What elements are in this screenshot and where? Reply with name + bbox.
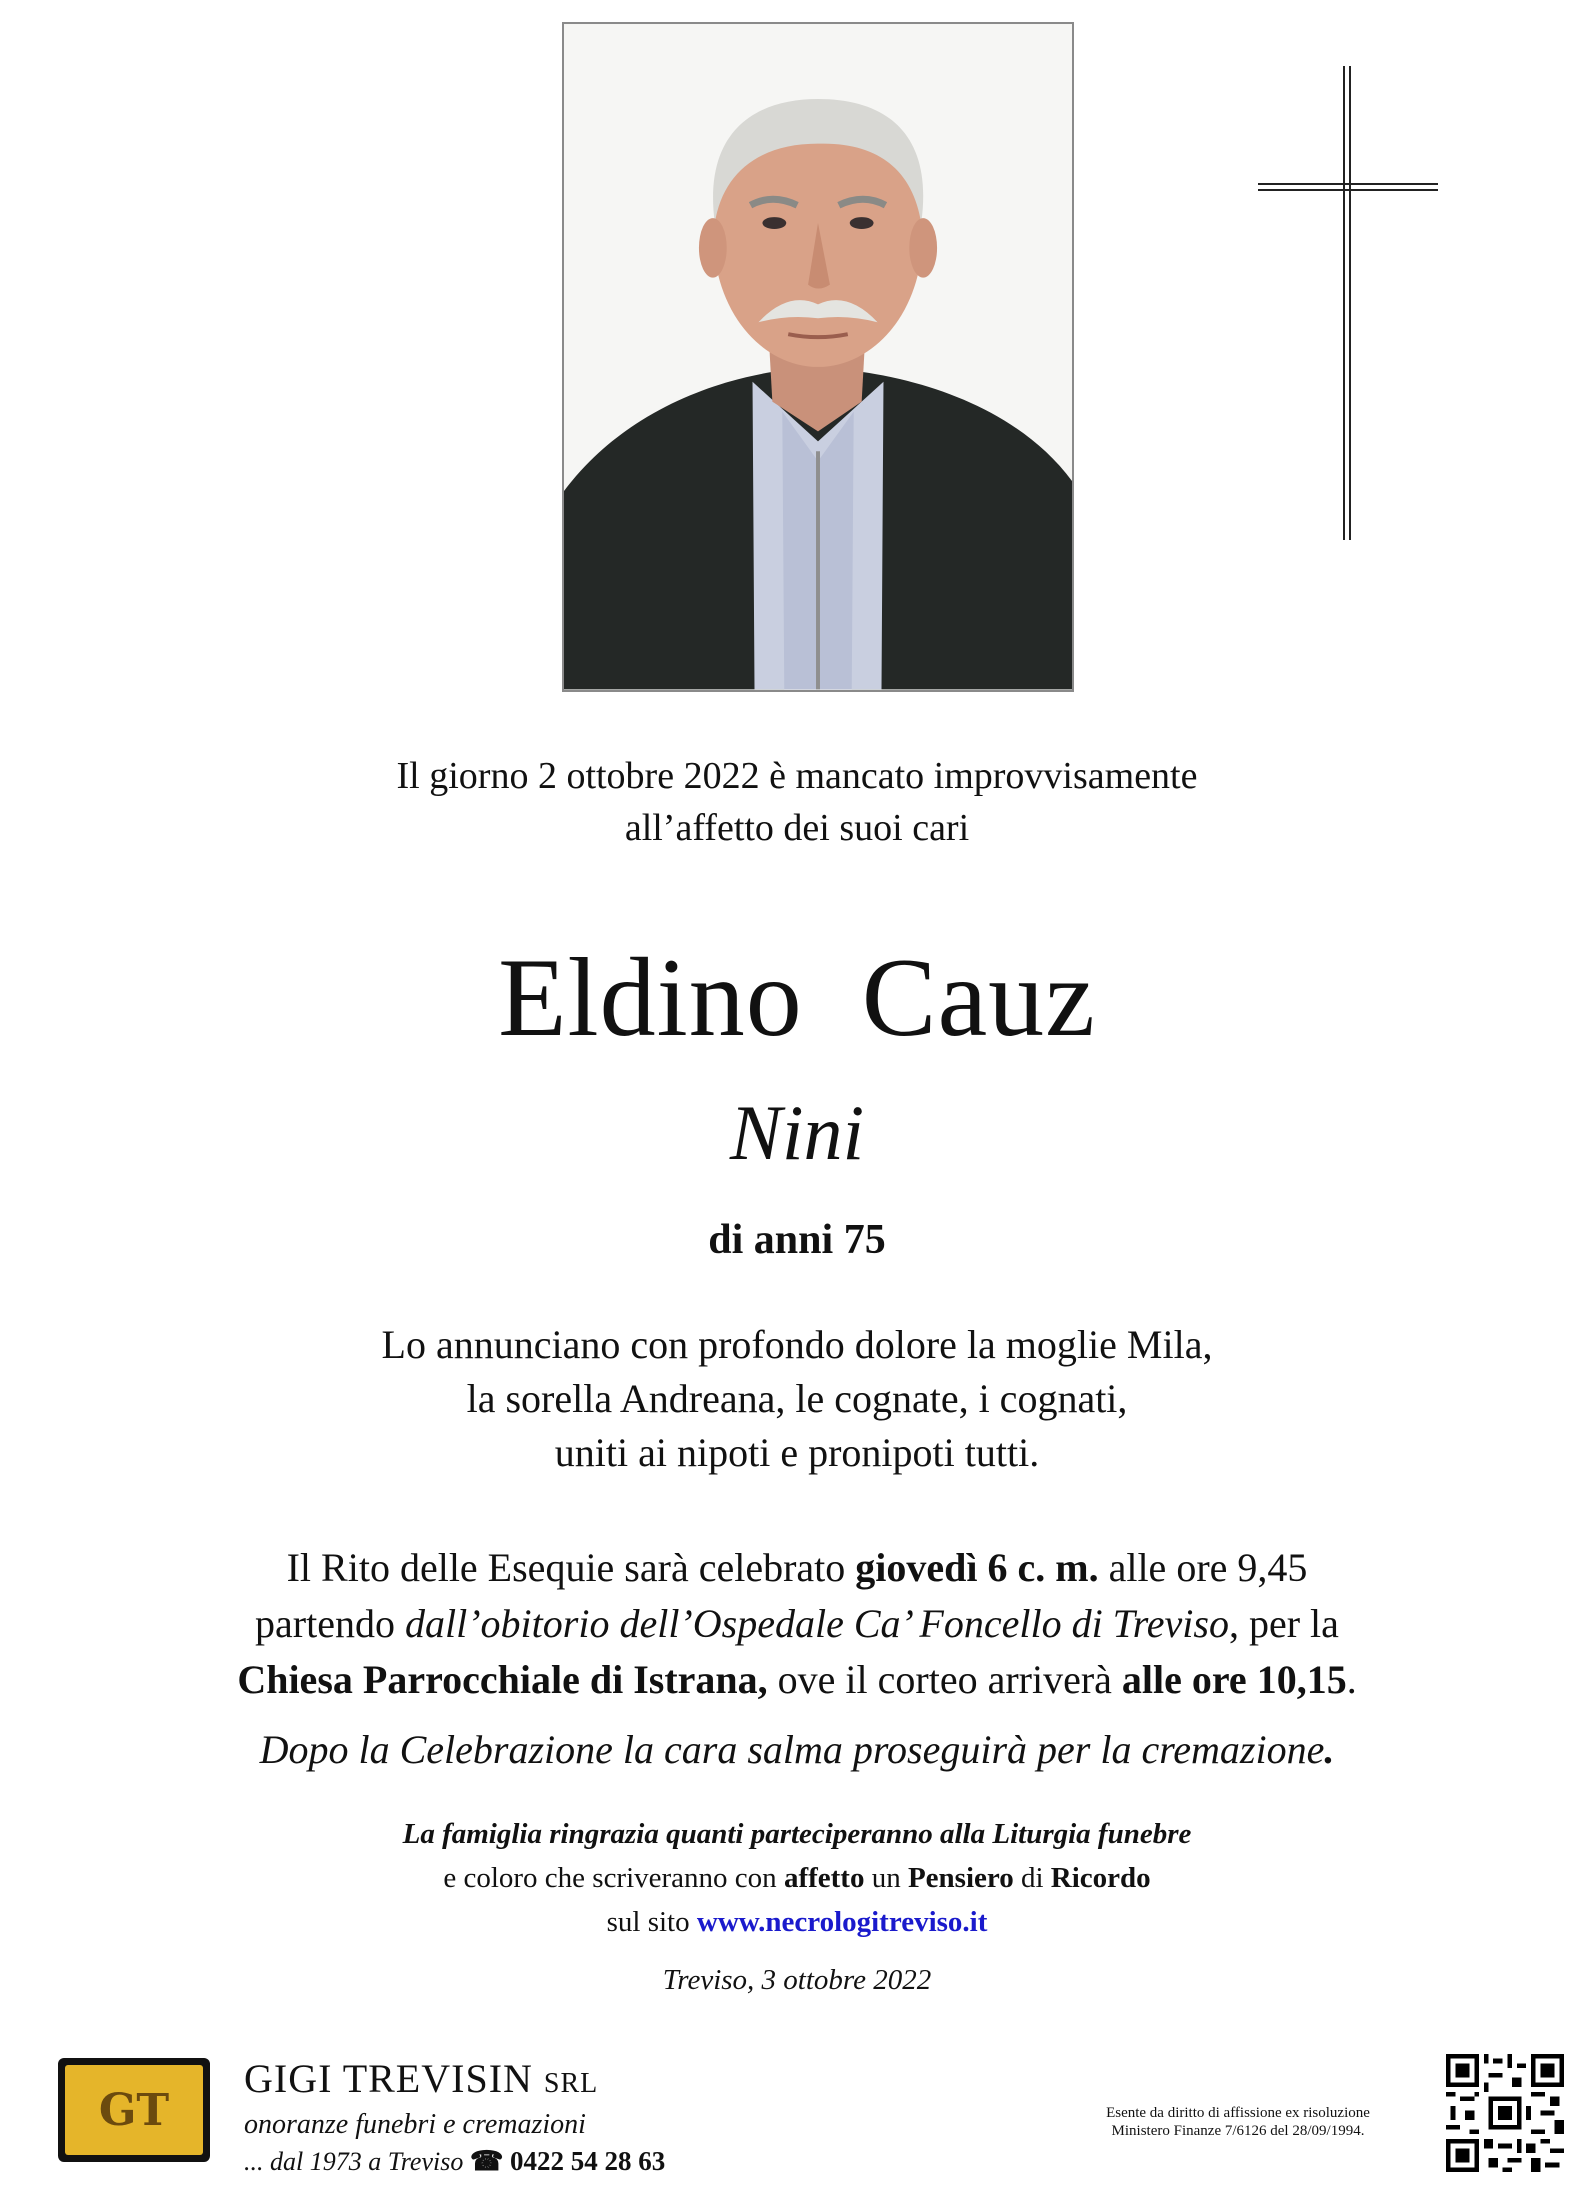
intro-text [0,750,1594,854]
rito-date: giovedì 6 c. m. [855,1545,1099,1590]
qr-code[interactable] [1446,2054,1564,2172]
company-since: ... dal 1973 a Treviso [244,2147,464,2176]
company-name: GIGI TREVISIN [244,2056,533,2101]
cremation-note [0,1722,1594,1778]
thanks-text: e coloro che scriveranno con [443,1862,784,1894]
thanks-bold: affetto [783,1862,865,1894]
rito-text: ove il corteo arriverà [767,1657,1122,1702]
rito-text: , per la [1228,1601,1339,1646]
company-phone: 0422 54 28 63 [509,2146,666,2176]
rito-text: Il Rito delle Esequie sarà celebrato [286,1545,856,1590]
cremation-text: Dopo la Celebrazione la cara salma proseguirà per la cremazione [259,1727,1325,1772]
company-logo [58,2058,210,2162]
thanks-text: di [1013,1862,1051,1894]
thanks-bold: Ricordo [1050,1862,1151,1894]
website-link[interactable]: www.necrologitreviso.it [696,1906,988,1938]
announcement [0,1318,1594,1480]
company-info [244,2056,665,2180]
company-suffix: SRL [543,2068,599,2099]
rito-text: partendo [255,1601,405,1646]
rito-line-1 [0,1540,1594,1596]
thanks-text: un [864,1862,908,1894]
rito-line-3 [0,1652,1594,1708]
rito-line-2 [0,1596,1594,1652]
company-name-line [244,2056,665,2107]
rito-departure: dall’obitorio dell’Ospedale Ca’ Foncello di Treviso [405,1601,1229,1646]
thanks-line-3 [0,1900,1594,1944]
deceased-name: Eldino Cauz [498,936,1096,1060]
rito-time: alle ore 9,45 [1098,1545,1308,1590]
thanks-line-2 [0,1856,1594,1900]
legal-line-1: Esente da diritto di affissione ex risoluzione [1106,2105,1370,2121]
thanks-line-1: La famiglia ringrazia quanti parteciperanno alla Liturgia funebre [402,1818,1192,1850]
intro-line-2: all’affetto dei suoi cari [624,807,970,849]
funeral-details [0,1540,1594,1708]
logo-monogram: GT [65,2065,203,2155]
thanks-note [0,1812,1594,1944]
company-tagline: onoranze funebri e cremazioni [244,2109,586,2140]
legal-note [1086,2104,1390,2140]
rito-church: Chiesa Parrocchiale di Istrana, [237,1657,768,1702]
nickname: Nini [729,1089,865,1176]
company-since-line [244,2143,665,2180]
rito-arrival-time: alle ore 10,15 [1121,1657,1347,1702]
announce-line-1: Lo annunciano con profondo dolore la moglie Mila, [381,1322,1213,1367]
thanks-text: sul sito [606,1906,697,1938]
cross-icon [1258,66,1438,540]
announce-line-3: uniti ai nipoti e pronipoti tutti. [554,1430,1040,1475]
portrait-photo [562,22,1074,692]
intro-line-1: Il giorno 2 ottobre 2022 è mancato improvvisamente [396,755,1198,797]
rito-text: . [1346,1657,1357,1702]
phone-icon: ☎ [469,2146,504,2176]
cremation-period: . [1324,1727,1335,1772]
age: di anni 75 [708,1217,886,1263]
announce-line-2: la sorella Andreana, le cognate, i cognati, [466,1376,1128,1421]
place-date: Treviso, 3 ottobre 2022 [662,1964,932,1996]
legal-line-2: Ministero Finanze 7/6126 del 28/09/1994. [1111,2123,1365,2139]
thanks-bold: Pensiero [907,1862,1014,1894]
